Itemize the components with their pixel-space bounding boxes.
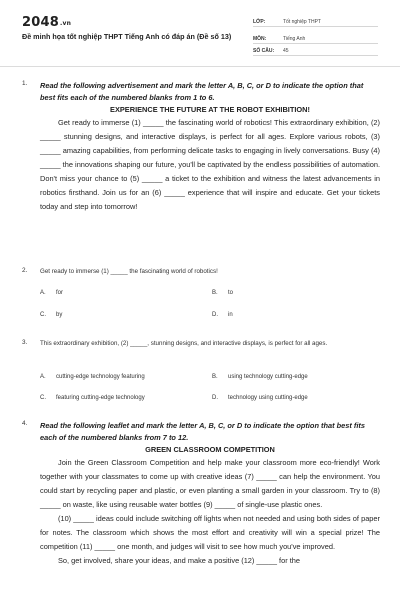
option-letter: D. — [212, 312, 218, 318]
question-3 — [22, 339, 380, 405]
meta-count-label: SỐ CÂU: — [253, 48, 275, 54]
header-divider — [0, 66, 400, 67]
logo-suffix: .vn — [59, 20, 72, 27]
logo-text: 2048 — [22, 15, 59, 30]
question-instruction: Read the following leaflet and mark the letter A, B, C, or D to indicate the option that best fits each of the numbered blanks from 7 to 12. — [40, 421, 365, 442]
passage-paragraph-3: So, get involved, share your ideas, and make a positive (12) _____ for the — [58, 556, 300, 565]
option-text: cutting-edge technology featuring — [56, 374, 145, 380]
option-b[interactable] — [212, 374, 308, 380]
question-number: 3. — [22, 339, 28, 346]
option-letter: B. — [212, 374, 218, 380]
question-2 — [22, 267, 380, 327]
option-text: to — [228, 290, 234, 296]
option-d[interactable] — [212, 395, 308, 401]
document-title: Đề minh họa tốt nghiệp THPT Tiếng Anh có đáp án (Đề số 13) — [22, 32, 232, 41]
passage-paragraph-1: Join the Green Classroom Competition and help make your classroom more eco-friendly! Work together with your classmates to come up with creative ideas (7) _____ can help the environment. You could start by recycling paper and plastic, or even planting a small garden in your classroom. Try to (8) _____ on waste, like using reusable water bottles (9) _____ of single-use plastic ones. — [40, 458, 380, 509]
question-instruction: Read the following advertisement and mark the letter A, B, C, or D to indicate the option that best fits each of the numbered blanks from 1 to 6. — [40, 81, 364, 102]
option-letter: A. — [40, 374, 46, 380]
option-d[interactable] — [212, 312, 233, 318]
question-4 — [22, 420, 380, 600]
option-letter: C. — [40, 395, 46, 401]
option-letter: A. — [40, 290, 46, 296]
question-number: 4. — [22, 420, 28, 427]
meta-class-row — [253, 15, 378, 27]
question-number: 2. — [22, 267, 28, 274]
site-logo[interactable] — [22, 15, 71, 30]
option-a[interactable] — [40, 374, 145, 380]
option-letter: D. — [212, 395, 218, 401]
passage-paragraph-2: (10) _____ ideas could include switching off lights when not needed and using both sides of paper for notes. The classroom which shows the most effort and creativity will win a special prize! The competition (11) _____ one month, and judges will visit to see how much you've improved. — [40, 514, 380, 551]
option-b[interactable] — [212, 290, 233, 296]
option-text: for — [56, 290, 64, 296]
page-header — [0, 0, 400, 66]
option-text: by — [56, 312, 63, 318]
option-letter: C. — [40, 312, 46, 318]
option-text: technology using cutting-edge — [228, 395, 308, 401]
meta-count-value: 45 — [283, 48, 289, 54]
meta-subject-value: Tiếng Anh — [283, 36, 306, 42]
option-a[interactable] — [40, 290, 63, 296]
option-text: using technology cutting-edge — [228, 374, 308, 380]
meta-class-label: LỚP: — [253, 19, 266, 25]
meta-count-row — [253, 44, 378, 56]
passage-title: EXPERIENCE THE FUTURE AT THE ROBOT EXHIBITION! — [110, 105, 310, 114]
meta-subject-row — [253, 32, 378, 44]
question-number: 1. — [22, 80, 28, 87]
meta-subject-label: MÔN: — [253, 36, 267, 42]
option-text: featuring cutting-edge technology — [56, 395, 145, 401]
option-c[interactable] — [40, 312, 62, 318]
question-stem: This extraordinary exhibition, (2) _____, stunning designs, and interactive displays, is perfect for all ages. — [40, 340, 328, 347]
passage-text: Get ready to immerse (1) _____ the fascinating world of robotics! This extraordinary exhibition, (2) _____ stunning designs, and interactive displays, is perfect for all ages. Explore various robots, (3) _____ amazing capabilities, from performing delicate tasks to engaging in lively conversations. Busy (4) _____ the innovations shaping our future, you'll be captivated by the endless possibilities of automation. Don't miss your chance to (5) _____ a ticket to the exhibition and witness the latest advancements in robotics firsthand. Join us for an (6) _____ experience that will inspire and educate. Get your tickets today and step into tomorrow! — [40, 118, 380, 211]
option-c[interactable] — [40, 395, 145, 401]
meta-class-value: Tốt nghiệp THPT — [283, 19, 321, 25]
option-letter: B. — [212, 290, 218, 296]
option-text: in — [228, 312, 233, 318]
passage-title: GREEN CLASSROOM COMPETITION — [145, 445, 275, 454]
question-stem: Get ready to immerse (1) _____ the fascinating world of robotics! — [40, 268, 218, 275]
